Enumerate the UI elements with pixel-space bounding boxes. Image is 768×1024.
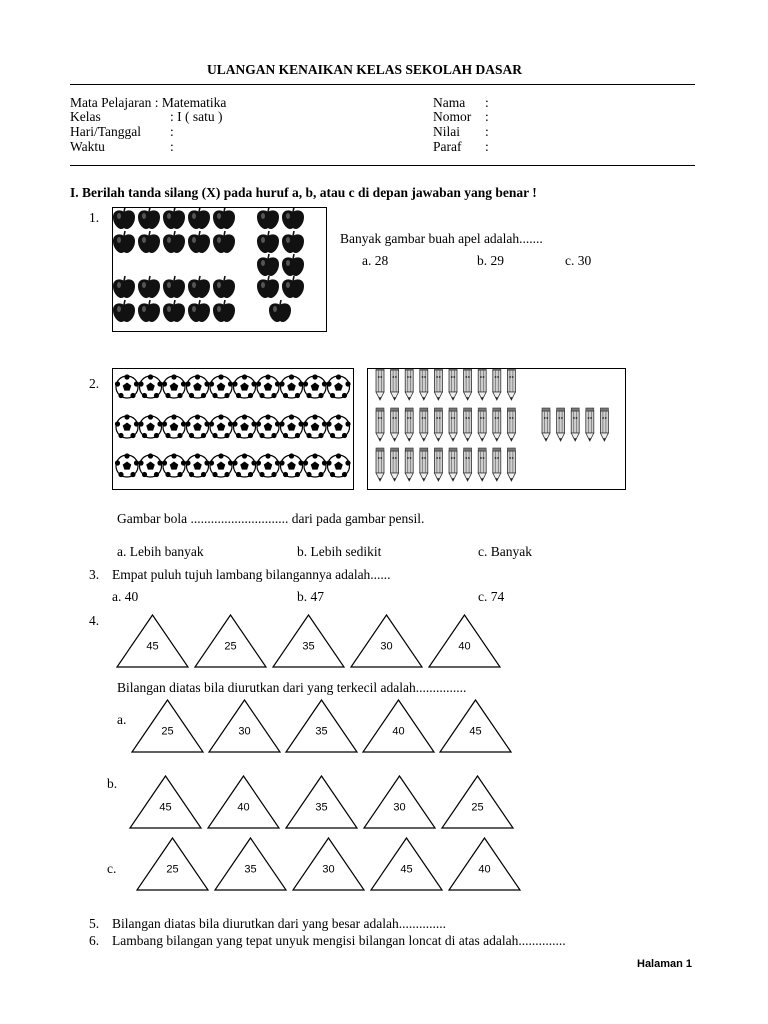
triangle-number: 30	[238, 725, 251, 738]
apple-icon	[138, 208, 160, 229]
apple-icon	[113, 300, 135, 322]
field-class-value: : I ( satu )	[170, 109, 223, 124]
number-triangle	[285, 775, 358, 829]
pencil-icon	[405, 408, 413, 441]
soccer-ball-icon	[162, 453, 186, 477]
q1-option-b[interactable]: b. 29	[477, 253, 504, 268]
pencil-icon	[376, 448, 384, 481]
pencil-icon	[507, 448, 515, 481]
apple-picture-box	[112, 207, 327, 332]
triangle-number: 45	[159, 801, 172, 814]
soccer-ball-icon	[232, 374, 256, 398]
q3-option-a[interactable]: a. 40	[112, 589, 139, 604]
apple-icon	[113, 276, 135, 298]
q2-question: Gambar bola ............................. dari pada gambar pensil.	[117, 511, 425, 526]
number-triangle	[428, 614, 501, 668]
number-triangle	[362, 699, 435, 753]
pencil-icon	[391, 408, 399, 441]
apple-icon	[213, 276, 235, 298]
header-top-rule	[70, 84, 695, 85]
q5-number: 5.	[89, 916, 100, 931]
header-bottom-rule	[70, 165, 695, 166]
field-signature-colon: :	[485, 139, 489, 154]
triangle-number: 45	[146, 640, 159, 653]
soccer-ball-icon	[256, 453, 280, 477]
soccer-ball-icon	[256, 414, 280, 438]
soccer-ball-icon	[326, 453, 350, 477]
number-triangle	[285, 699, 358, 753]
apple-icon	[269, 300, 291, 322]
triangle-number: 25	[166, 863, 179, 876]
pencil-icon	[405, 448, 413, 481]
q2-option-b[interactable]: b. Lebih sedikit	[297, 544, 382, 559]
field-number-colon: :	[485, 109, 489, 124]
number-triangle	[116, 614, 189, 668]
section-heading: I. Berilah tanda silang (X) pada huruf a, b, atau c di depan jawaban yang benar !	[70, 185, 537, 200]
apple-icon	[188, 231, 210, 253]
apple-picture	[113, 208, 326, 331]
q4-option-c-label[interactable]: c.	[107, 861, 117, 876]
soccer-ball-icon	[232, 414, 256, 438]
q4-number: 4.	[89, 613, 100, 628]
field-subject: Mata Pelajaran : Matematika	[70, 95, 227, 110]
soccer-ball-icon	[162, 374, 186, 398]
soccer-ball-icon	[279, 414, 303, 438]
soccer-ball-icon	[185, 453, 209, 477]
triangle-number: 35	[315, 801, 328, 814]
triangle-number: 35	[244, 863, 257, 876]
triangle-number: 30	[393, 801, 406, 814]
triangle-number: 30	[322, 863, 335, 876]
ball-picture	[113, 369, 353, 489]
pencil-icon	[571, 408, 579, 441]
soccer-ball-icon	[256, 374, 280, 398]
pencil-icon	[464, 369, 472, 400]
apple-icon	[188, 300, 210, 322]
apple-icon	[213, 300, 235, 322]
q4-option-b-label[interactable]: b.	[107, 776, 118, 791]
field-name-colon: :	[485, 95, 489, 110]
number-triangle	[131, 699, 204, 753]
soccer-ball-icon	[115, 414, 139, 438]
pencil-icon	[507, 369, 515, 400]
apple-icon	[282, 208, 304, 229]
number-triangle	[441, 775, 514, 829]
apple-icon	[213, 231, 235, 253]
soccer-ball-icon	[209, 414, 233, 438]
triangle-number: 35	[315, 725, 328, 738]
field-score-colon: :	[485, 124, 489, 139]
apple-icon	[257, 208, 279, 229]
soccer-ball-icon	[303, 374, 327, 398]
pencil-icon	[478, 448, 486, 481]
pencil-icon	[586, 408, 594, 441]
number-triangle	[208, 699, 281, 753]
field-number-label: Nomor	[433, 109, 472, 124]
soccer-ball-icon	[279, 374, 303, 398]
q3-question: Empat puluh tujuh lambang bilangannya adalah......	[112, 567, 391, 582]
apple-icon	[113, 231, 135, 253]
number-triangle	[207, 775, 280, 829]
pencil-icon	[507, 408, 515, 441]
pencil-icon	[434, 408, 442, 441]
pencil-icon	[391, 369, 399, 400]
soccer-ball-icon	[185, 374, 209, 398]
pencil-icon	[600, 408, 608, 441]
pencil-icon	[376, 369, 384, 400]
soccer-ball-icon	[138, 453, 162, 477]
field-date-colon: :	[170, 124, 174, 139]
pencil-icon	[405, 369, 413, 400]
number-triangle	[136, 837, 209, 891]
number-triangle	[448, 837, 521, 891]
apple-icon	[188, 276, 210, 298]
q2-option-c[interactable]: c. Banyak	[478, 544, 532, 559]
soccer-ball-icon	[209, 374, 233, 398]
triangle-number: 40	[478, 863, 491, 876]
number-triangle	[194, 614, 267, 668]
q4-option-a-label[interactable]: a.	[117, 712, 127, 727]
q1-option-c[interactable]: c. 30	[565, 253, 592, 268]
soccer-ball-icon	[138, 414, 162, 438]
pencil-icon	[464, 448, 472, 481]
number-triangle	[129, 775, 202, 829]
q1-option-a[interactable]: a. 28	[362, 253, 389, 268]
pencil-icon	[449, 448, 457, 481]
q1-number: 1.	[89, 210, 100, 225]
q6-question: Lambang bilangan yang tepat unyuk mengisi bilangan loncat di atas adalah..............	[112, 933, 566, 948]
page-number: Halaman 1	[637, 958, 693, 970]
apple-icon	[163, 208, 185, 229]
apple-icon	[257, 276, 279, 298]
soccer-ball-icon	[209, 453, 233, 477]
number-triangle	[272, 614, 345, 668]
triangle-number: 45	[400, 863, 413, 876]
soccer-ball-icon	[303, 414, 327, 438]
apple-icon	[282, 276, 304, 298]
soccer-ball-icon	[326, 374, 350, 398]
q4-question: Bilangan diatas bila diurutkan dari yang terkecil adalah...............	[117, 680, 467, 695]
pencil-icon	[493, 448, 501, 481]
apple-icon	[138, 300, 160, 322]
apple-icon	[138, 231, 160, 253]
field-class-label: Kelas	[70, 109, 101, 124]
field-score-label: Nilai	[433, 124, 460, 139]
pencil-icon	[542, 408, 550, 441]
soccer-ball-icon	[279, 453, 303, 477]
field-name-label: Nama	[433, 95, 466, 110]
pencil-icon	[434, 369, 442, 400]
pencil-icon	[493, 408, 501, 441]
q2-option-a[interactable]: a. Lebih banyak	[117, 544, 204, 559]
q2-number: 2.	[89, 376, 100, 391]
number-triangle	[292, 837, 365, 891]
q1-question: Banyak gambar buah apel adalah.......	[340, 231, 543, 246]
apple-icon	[163, 231, 185, 253]
number-triangle	[350, 614, 423, 668]
apple-icon	[282, 231, 304, 253]
triangle-number: 40	[458, 640, 471, 653]
apple-icon	[257, 254, 279, 276]
pencil-icon	[557, 408, 565, 441]
apple-icon	[163, 300, 185, 322]
pencil-icon	[449, 408, 457, 441]
triangle-number: 35	[302, 640, 315, 653]
field-signature-label: Paraf	[433, 139, 462, 154]
apple-icon	[138, 276, 160, 298]
apple-icon	[163, 276, 185, 298]
soccer-ball-icon	[232, 453, 256, 477]
soccer-ball-icon	[138, 374, 162, 398]
ball-picture-box	[112, 368, 354, 490]
pencil-picture-box	[367, 368, 626, 490]
page-title: ULANGAN KENAIKAN KELAS SEKOLAH DASAR	[207, 62, 523, 77]
field-time-label: Waktu	[70, 139, 105, 154]
q3-option-c[interactable]: c. 74	[478, 589, 505, 604]
apple-icon	[113, 208, 135, 229]
q5-question: Bilangan diatas bila diurutkan dari yang besar adalah..............	[112, 916, 447, 931]
apple-icon	[188, 208, 210, 229]
pencil-icon	[434, 448, 442, 481]
soccer-ball-icon	[115, 374, 139, 398]
soccer-ball-icon	[115, 453, 139, 477]
number-triangle	[439, 699, 512, 753]
soccer-ball-icon	[303, 453, 327, 477]
number-triangle	[363, 775, 436, 829]
apple-icon	[282, 254, 304, 276]
triangle-number: 40	[392, 725, 405, 738]
pencil-icon	[449, 369, 457, 400]
pencil-icon	[478, 369, 486, 400]
number-triangle	[214, 837, 287, 891]
soccer-ball-icon	[162, 414, 186, 438]
triangle-number: 45	[469, 725, 482, 738]
field-date-label: Hari/Tanggal	[70, 124, 142, 139]
q3-number: 3.	[89, 567, 100, 582]
q3-option-b[interactable]: b. 47	[297, 589, 324, 604]
pencil-icon	[493, 369, 501, 400]
pencil-icon	[376, 408, 384, 441]
triangle-number: 25	[161, 725, 174, 738]
pencil-icon	[464, 408, 472, 441]
pencil-icon	[478, 408, 486, 441]
apple-icon	[213, 208, 235, 229]
q6-number: 6.	[89, 933, 100, 948]
pencil-icon	[420, 369, 428, 400]
pencil-picture	[368, 369, 625, 489]
triangle-number: 30	[380, 640, 393, 653]
pencil-icon	[420, 448, 428, 481]
number-triangle	[370, 837, 443, 891]
field-time-colon: :	[170, 139, 174, 154]
triangle-number: 25	[471, 801, 484, 814]
pencil-icon	[420, 408, 428, 441]
triangle-number: 40	[237, 801, 250, 814]
soccer-ball-icon	[185, 414, 209, 438]
apple-icon	[257, 231, 279, 253]
triangle-number: 25	[224, 640, 237, 653]
soccer-ball-icon	[326, 414, 350, 438]
pencil-icon	[391, 448, 399, 481]
